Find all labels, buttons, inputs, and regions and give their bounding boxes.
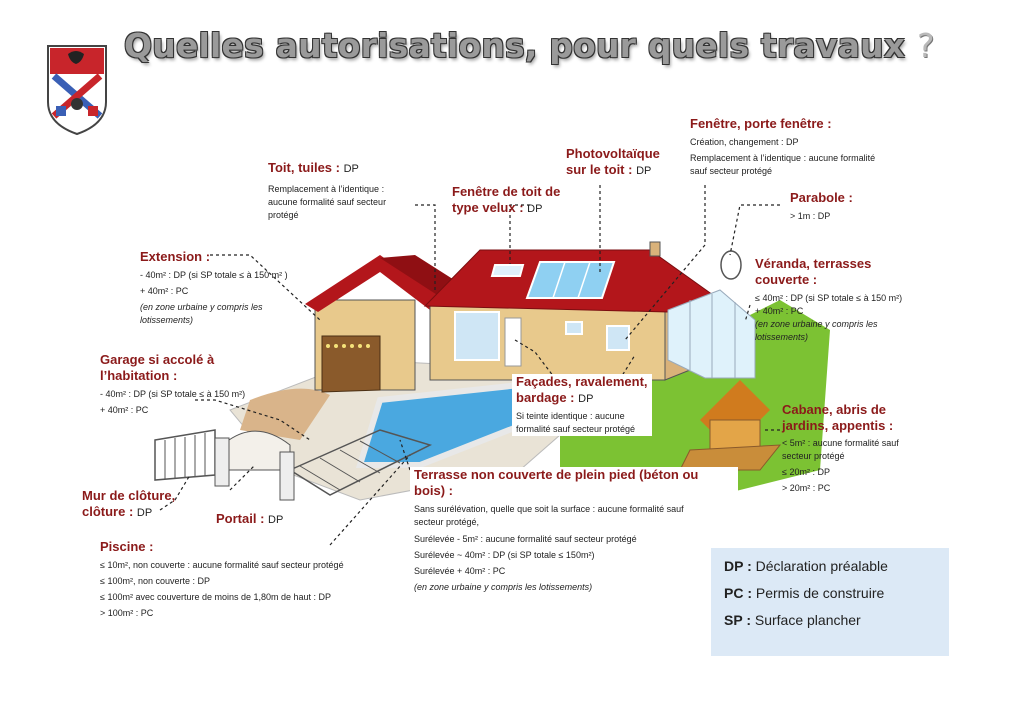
window	[607, 326, 629, 350]
label-toit: Toit, tuiles : DP Remplacement à l’identique : aucune formalité sauf secteur protégé	[268, 160, 387, 220]
page-title: Quelles autorisations, pour quels travaux ?	[124, 26, 935, 65]
label-photovoltaique: Photovoltaïque sur le toit : DP	[566, 146, 660, 177]
label-velux: Fenêtre de toit de type velux : DP	[452, 184, 561, 215]
gate-pillar	[280, 452, 294, 500]
legend-item-sp: SP : Surface plancher	[724, 612, 861, 628]
velux-window	[492, 265, 523, 276]
satellite-dish	[721, 251, 741, 279]
label-parabole: Parabole : > 1m : DP	[790, 190, 853, 221]
legend-item-dp: DP : Déclaration préalable	[724, 558, 888, 574]
legend-item-pc: PC : Permis de construire	[724, 585, 885, 601]
label-garage: Garage si accolé à l’habitation : - 40m² : DP (si SP totale ≤ à 150 m²) + 40m² : PC	[100, 352, 246, 415]
label-extension: Extension : - 40m² : DP (si SP totale ≤ à 150 m² ) + 40m² : PC (en zone urbaine y compris les lotissements)	[140, 249, 288, 325]
bay-window	[455, 312, 499, 360]
label-veranda: Véranda, terrasses couverte : ≤ 40m² : DP (si SP totale ≤ à 150 m²) + 40m² : PC (en zone urbaine y compris les lotissements)	[755, 256, 903, 342]
solar-panel	[527, 262, 614, 298]
label-mur-cloture: Mur de clôture, clôture : DP	[82, 488, 176, 519]
label-fenetre: Fenêtre, porte fenêtre : Création, changement : DP Remplacement à l’identique : aucune formalité sauf secteur protégé	[690, 116, 876, 176]
wall-pillar	[215, 438, 229, 486]
label-cabane: Cabane, abris de jardins, appentis : < 5m² : aucune formalité sauf secteur protégé ≤ 20m² : DP > 20m² : PC	[782, 402, 899, 493]
label-portail: Portail : DP	[216, 511, 284, 526]
door	[505, 318, 521, 366]
label-facades: Façades, ravalement, bardage : DP Si teinte identique : aucune formalité sauf secteur protégé	[512, 374, 652, 436]
label-piscine: Piscine : ≤ 10m², non couverte : aucune formalité sauf secteur protégé ≤ 100m², non couverte : DP ≤ 100m² avec couverture de moins de 1,80m de haut : DP > 100m² : PC	[100, 539, 344, 618]
label-terrasse: Terrasse non couverte de plein pied (béton ou bois) : Sans surélévation, quelle que soit la surface : aucune formalité sauf secteur protégé, Surélevée - 5m² : aucune formalité sauf secteur protégé Surélevée ~ 40m² : DP (si SP totale ≤ 150m²) Surélevée + 40m² : PC (en zone urbaine y compris les lotissements)	[410, 467, 738, 594]
legend-box	[711, 548, 949, 656]
